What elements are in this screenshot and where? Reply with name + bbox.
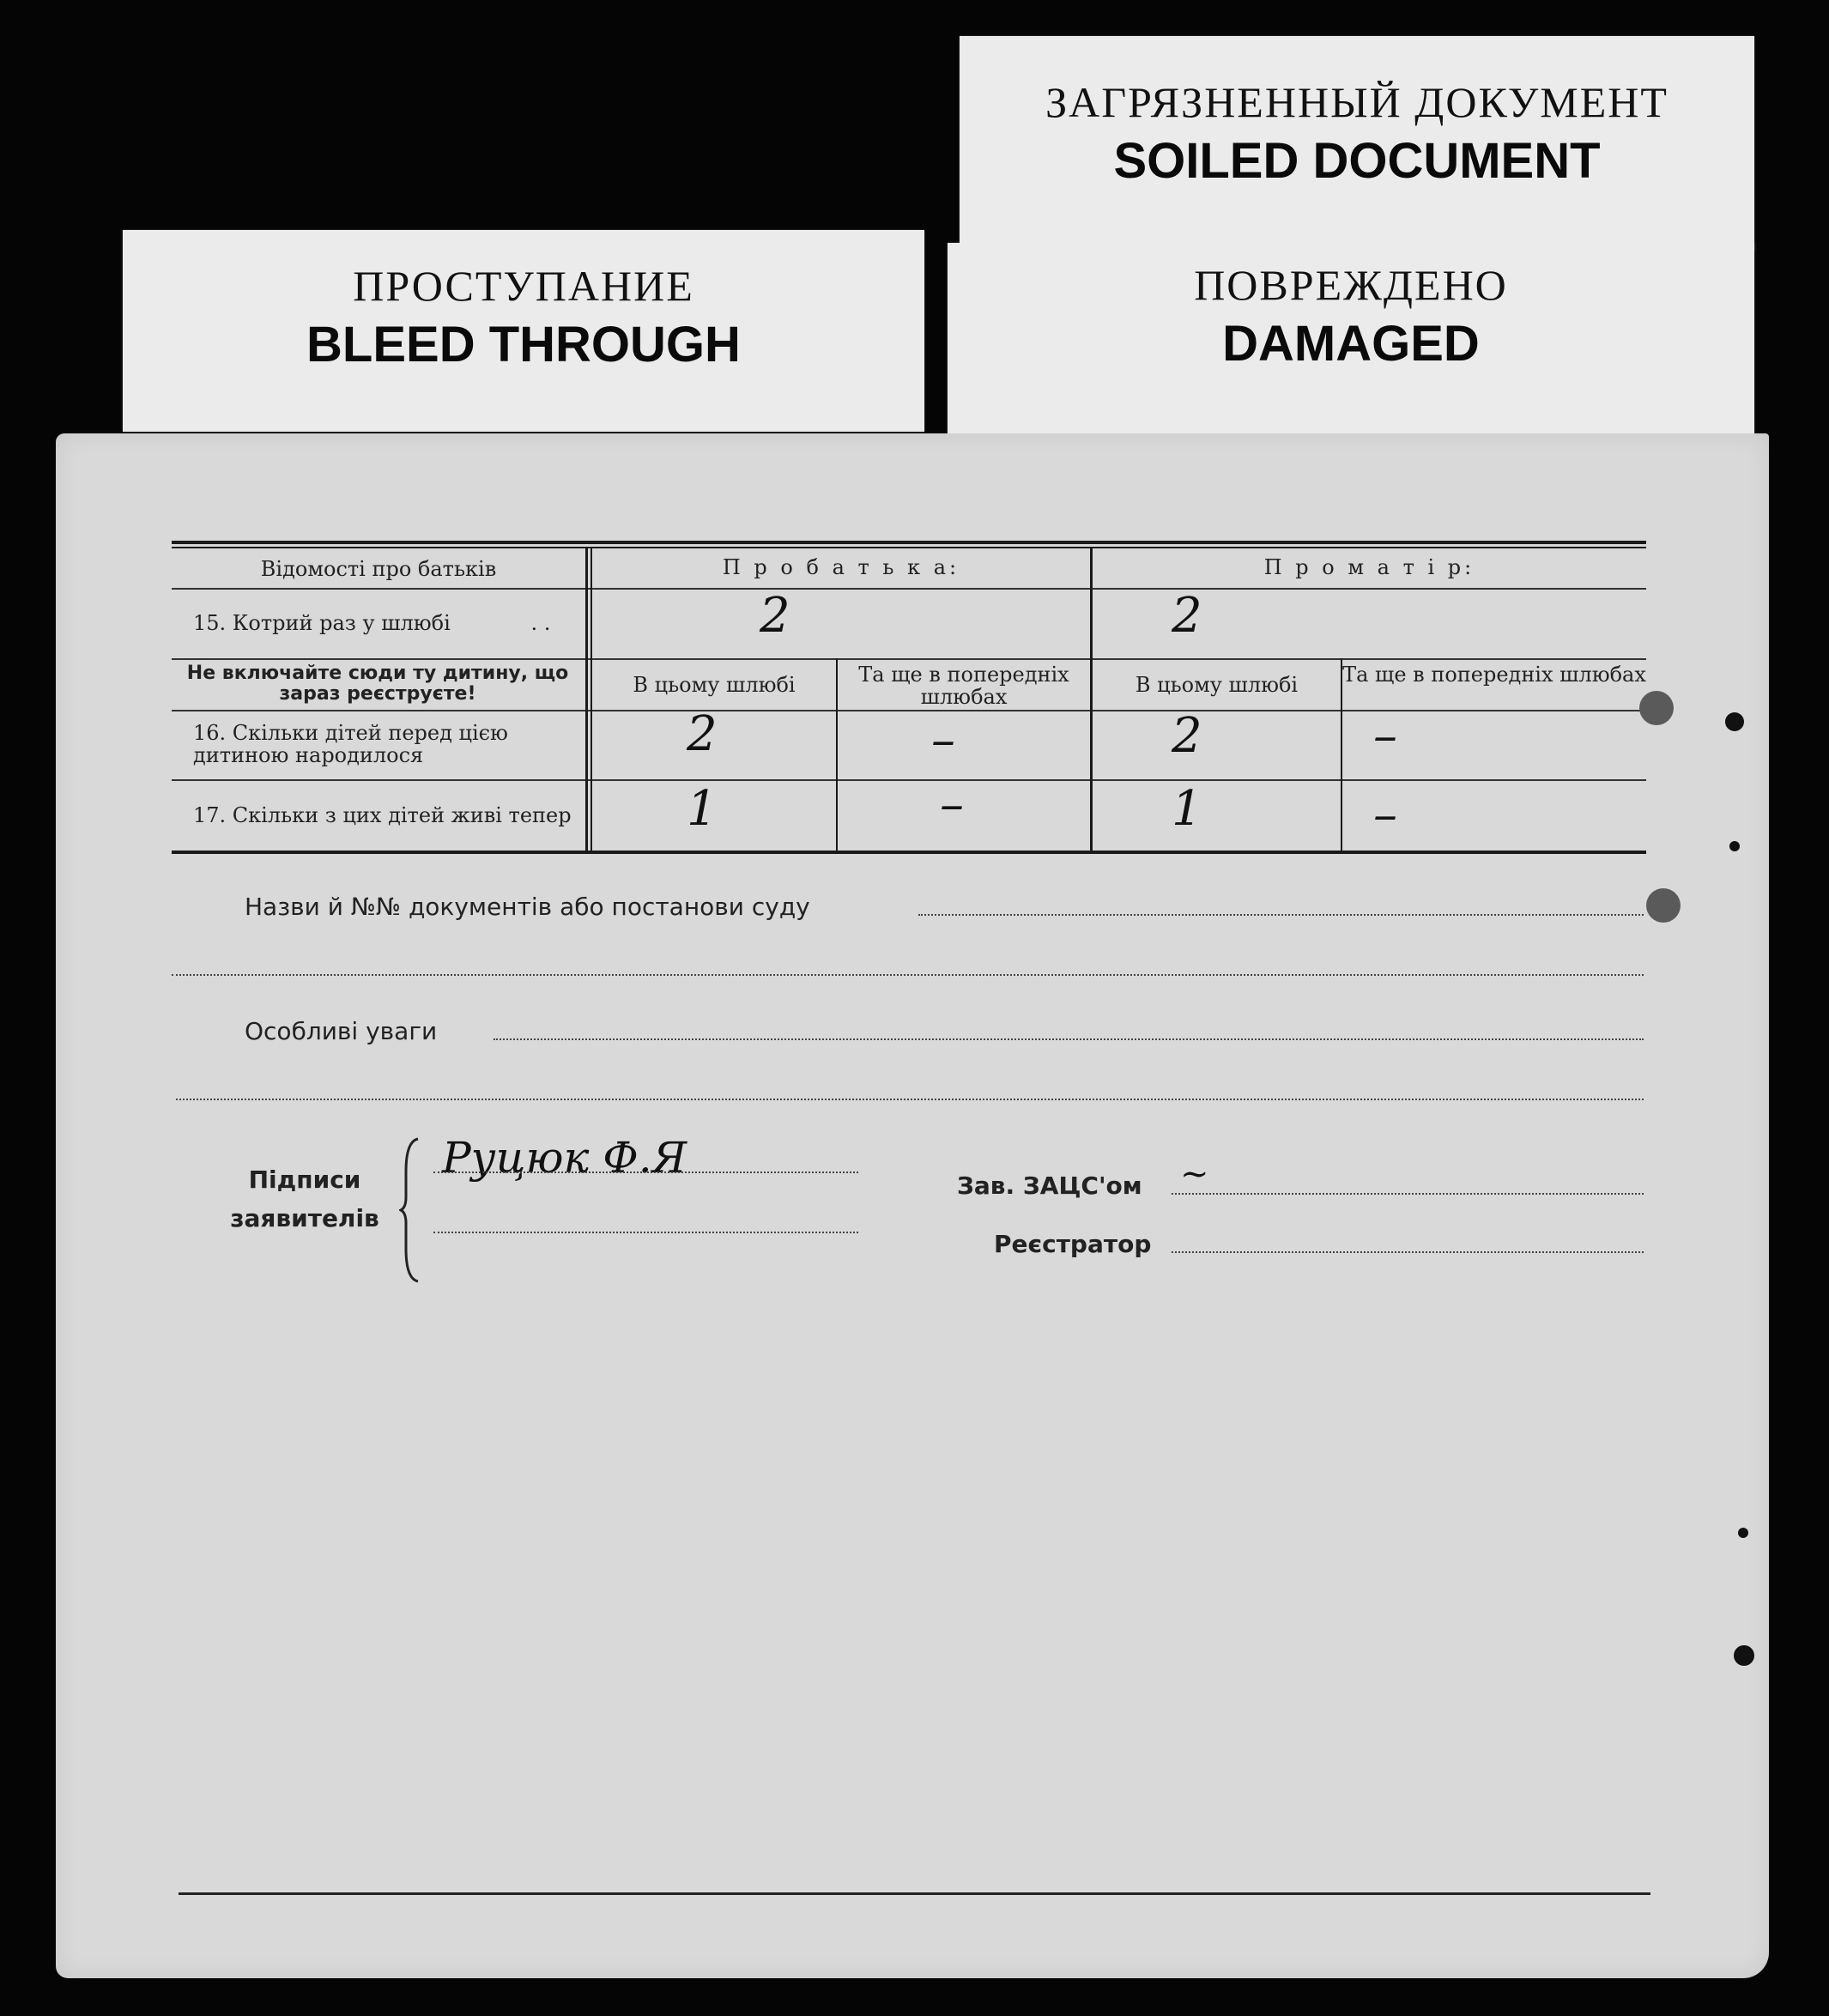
header-info: Відомості про батьків <box>260 557 497 581</box>
header-father: П р о б а т ь к а: <box>722 555 960 579</box>
row-divider <box>172 710 1646 711</box>
damaged-label-card <box>948 243 1754 436</box>
row15-mother-value: 2 <box>1172 588 1202 644</box>
row15-dots: . . <box>530 611 551 635</box>
registry-head-line <box>1172 1193 1644 1195</box>
applicant-signature: Руцюк Ф.Я <box>442 1133 687 1183</box>
document-page <box>56 433 1769 1978</box>
row15-label: 15. Котрий раз у шлюбі <box>193 611 451 635</box>
row-divider <box>172 658 1646 660</box>
documents-field-line2 <box>172 974 1644 976</box>
punch-hole <box>1646 888 1681 923</box>
documents-label: Назви й №№ документів або постанови суду <box>245 893 810 921</box>
table-bottom-rule <box>172 851 1646 854</box>
row-divider <box>172 588 1646 590</box>
damage-mark <box>1729 841 1740 851</box>
column-divider <box>1341 658 1342 851</box>
bottom-rule <box>179 1892 1650 1895</box>
table-top-rule-thin <box>172 547 1646 548</box>
bleed-through-label-card <box>123 230 924 432</box>
subheader-father-this: В цьому шлюбі <box>633 673 796 697</box>
row16-mother-this: 2 <box>1172 708 1202 764</box>
damage-mark <box>1738 1528 1748 1538</box>
subheader-father-prev: Та ще в попередніх шлюбах <box>858 663 1069 710</box>
notes-label: Особливі уваги <box>245 1017 438 1045</box>
damaged-ru: ПОВРЕЖДЕНО <box>1194 261 1508 309</box>
bleed-through-ru: ПРОСТУПАНИЕ <box>353 262 694 310</box>
row17-mother-this: 1 <box>1172 781 1202 837</box>
soiled-document-ru: ЗАГРЯЗНЕННЫЙ ДОКУМЕНТ <box>1045 78 1669 126</box>
row17-father-prev: – <box>940 777 964 832</box>
registrar-line <box>1172 1251 1644 1253</box>
signature-line1 <box>433 1171 858 1173</box>
signature-line2 <box>433 1232 858 1233</box>
row16-father-this: 2 <box>687 706 718 762</box>
row16-mother-prev: – <box>1373 708 1397 764</box>
documents-field <box>918 914 1644 916</box>
registry-head-mark: ~ <box>1180 1154 1209 1194</box>
damage-mark <box>1734 1645 1754 1666</box>
bleed-through-en: BLEED THROUGH <box>306 317 741 372</box>
registry-head-label: Зав. ЗАЦС'ом <box>957 1171 1142 1200</box>
registrar-label: Реєстратор <box>994 1230 1152 1258</box>
damage-mark <box>1725 712 1744 731</box>
signature-brace <box>399 1137 425 1283</box>
punch-hole <box>1639 691 1674 725</box>
soiled-document-label-card <box>960 36 1754 251</box>
soiled-document-en: SOILED DOCUMENT <box>1113 133 1601 189</box>
row16-father-prev: – <box>931 712 955 768</box>
row15-father-value: 2 <box>760 588 790 644</box>
header-mother: П р о м а т і р: <box>1263 555 1475 579</box>
subheader-mother-prev: Та ще в попередніх шлюбах <box>1342 663 1646 687</box>
subheader-mother-this: В цьому шлюбі <box>1135 673 1299 697</box>
table-top-rule <box>172 541 1646 544</box>
signatures-label-line1: Підписи <box>248 1165 361 1194</box>
row16-label: 16. Скільки дітей перед цією дитиною народилося <box>193 721 508 768</box>
damaged-en: DAMAGED <box>1222 316 1480 372</box>
row-divider <box>172 779 1646 781</box>
subheader-note: Не включайте сюди ту дитину, що зараз реєструєте! <box>186 663 569 705</box>
column-divider <box>590 548 592 851</box>
row17-mother-prev: – <box>1373 787 1397 843</box>
notes-field-line2 <box>176 1099 1644 1100</box>
signatures-label-line2: заявителів <box>230 1204 379 1232</box>
column-divider <box>1090 548 1093 851</box>
row17-label: 17. Скільки з цих дітей живі тепер <box>193 803 572 827</box>
row17-father-this: 1 <box>687 781 718 837</box>
notes-field <box>494 1038 1644 1040</box>
